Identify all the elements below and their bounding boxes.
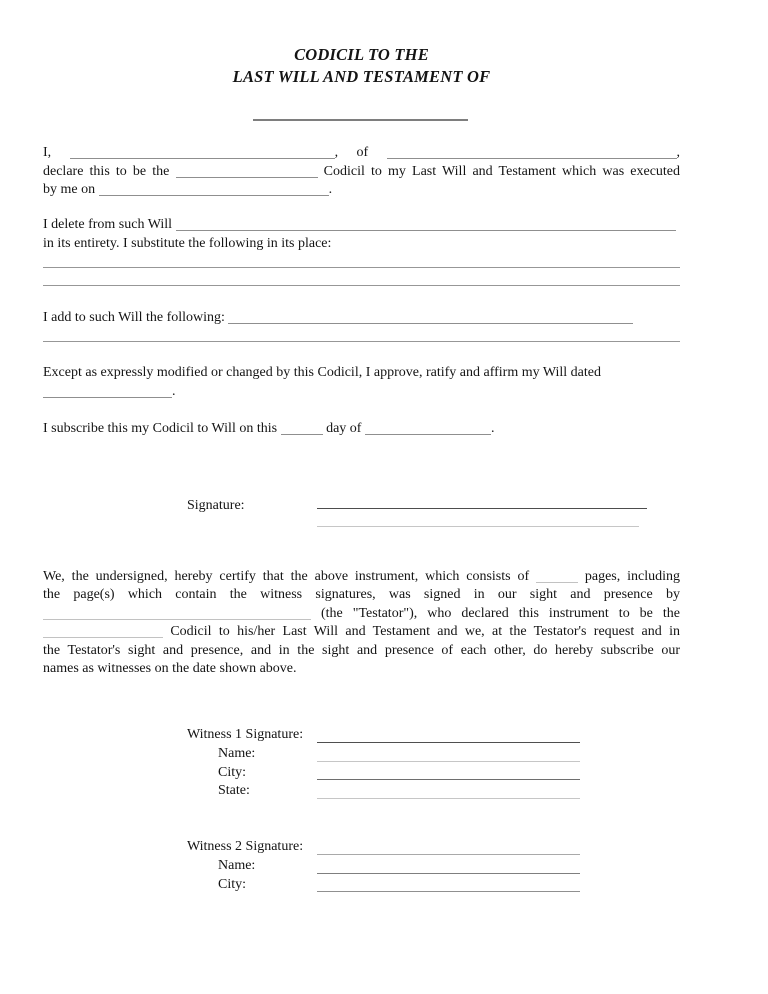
blank-field[interactable] (43, 384, 172, 398)
text-line: . (43, 383, 680, 402)
text-line: I delete from such Will (43, 216, 680, 235)
field-label: City: (218, 764, 247, 780)
text-line: I, , of , (43, 145, 681, 160)
document-title-line1: CODICIL TO THE (294, 45, 429, 64)
text-line: (the "Testator"), who declared this instrument to be the (43, 605, 680, 623)
field-label: Witness 1 Signature: (187, 727, 304, 742)
blank-field[interactable] (228, 310, 633, 324)
witness2-block (43, 838, 680, 894)
addition-text-line[interactable] (43, 341, 680, 342)
blank-field[interactable] (317, 779, 580, 780)
field-label: State: (218, 783, 250, 799)
text-line: Codicil to his/her Last Will and Testament and we, at the Testator's request and in (43, 623, 680, 641)
blank-field[interactable] (176, 217, 676, 231)
blank-field[interactable] (317, 891, 580, 892)
field-label: Name: (218, 745, 256, 761)
text-line: I add to such Will the following: (43, 309, 680, 328)
blank-field[interactable] (99, 182, 329, 196)
text-line: names as witnesses on the date shown above. (43, 661, 297, 677)
subscription-clause (43, 420, 680, 439)
text-line: the page(s) which contain the witness signatures, was signed in our sight and presence by (43, 587, 680, 603)
document-title-line2: LAST WILL AND TESTAMENT OF (232, 67, 491, 86)
substitution-text-line-2[interactable] (43, 285, 680, 286)
witness1-block (43, 726, 680, 801)
intro-paragraph (43, 144, 680, 200)
field-label: Witness 2 Signature: (187, 839, 304, 854)
blank-field[interactable] (365, 421, 491, 435)
witness-2-signature-row (43, 838, 680, 857)
state-row (43, 782, 680, 801)
signature-line-2[interactable] (317, 526, 639, 527)
field-label: City: (218, 876, 247, 892)
blank-field[interactable] (43, 606, 311, 620)
name-row (43, 745, 680, 764)
testator-name-blank[interactable] (253, 119, 468, 121)
text-line: by me on . (43, 182, 333, 197)
blank-field[interactable] (317, 854, 580, 855)
signature-label: Signature: (187, 498, 245, 513)
blank-field[interactable] (317, 761, 580, 762)
blank-field[interactable] (70, 145, 335, 159)
field-label: Name: (218, 857, 256, 873)
blank-field[interactable] (317, 742, 580, 743)
name-row (43, 857, 680, 876)
substitution-text-line-1[interactable] (43, 267, 680, 268)
deletion-clause (43, 216, 680, 253)
document-title (43, 44, 680, 88)
blank-field[interactable] (536, 569, 578, 583)
city-row (43, 876, 680, 895)
signature-block (43, 497, 680, 539)
witness-certification (43, 568, 680, 678)
text-line: We, the undersigned, hereby certify that the above instrument, which consists of pages, including (43, 569, 680, 584)
text-line: Except as expressly modified or changed by this Codicil, I approve, ratify and affirm my Will dated (43, 365, 601, 380)
blank-field[interactable] (281, 421, 323, 435)
blank-field[interactable] (317, 798, 580, 799)
text-line: the Testator's sight and presence, and in the sight and presence of each other, do hereby subscribe our (43, 642, 680, 658)
text-line: declare this to be the Codicil to my Last Will and Testament which was executed (43, 163, 681, 179)
blank-field[interactable] (387, 145, 677, 159)
witness-1-signature-row (43, 726, 680, 745)
text-line: I subscribe this my Codicil to Will on this day of . (43, 421, 495, 436)
addition-clause (43, 309, 680, 328)
ratification-clause (43, 364, 680, 401)
blank-field[interactable] (176, 164, 318, 178)
text-line: in its entirety. I substitute the following in its place: (43, 235, 332, 251)
blank-field[interactable] (317, 873, 580, 874)
city-row (43, 764, 680, 783)
signature-line-1[interactable] (317, 508, 647, 509)
blank-field[interactable] (43, 624, 163, 638)
